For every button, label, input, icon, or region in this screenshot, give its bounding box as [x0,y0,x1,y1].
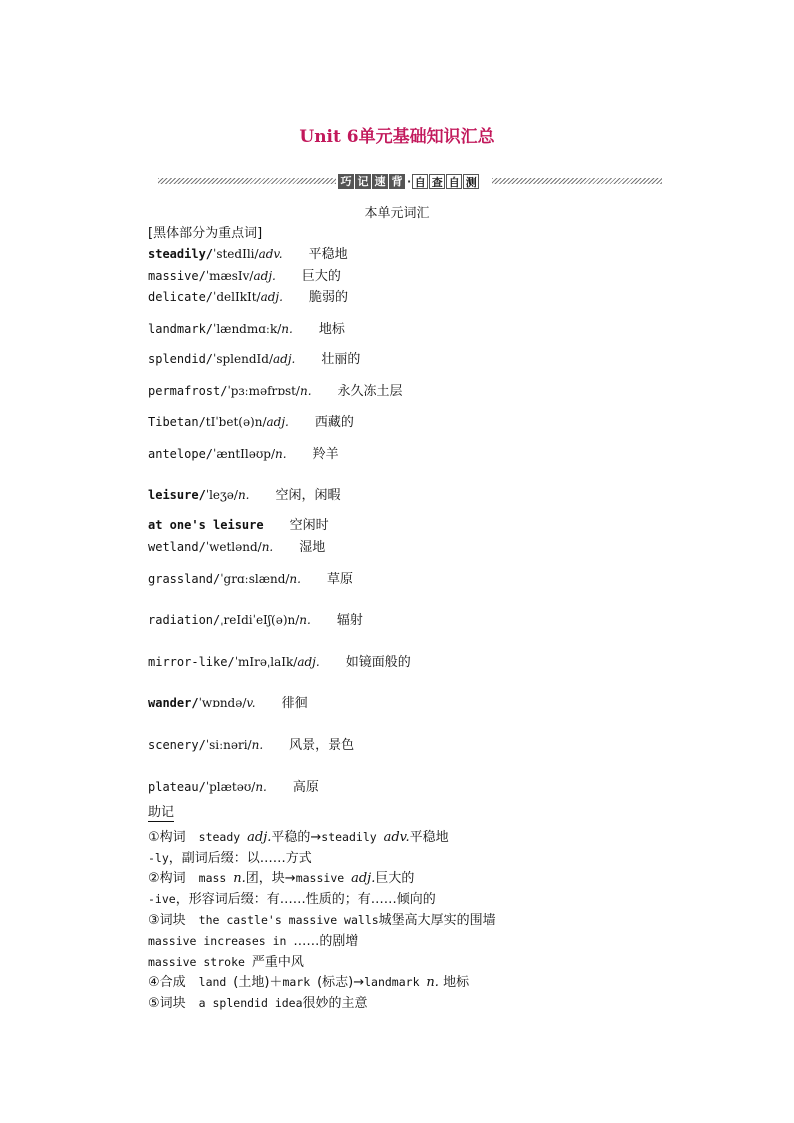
vocab-phonetic: ˈleʒə/ [205,488,238,502]
vocab-meaning: 地标 [318,322,345,337]
helper-text: 很妙的主意 [302,996,368,1011]
section-subtitle: 本单元词汇 [364,206,430,221]
vocab-pos: n. [255,780,267,794]
vocab-pos: n. [299,384,312,398]
banner-char: 自 [412,174,428,189]
vocab-pos: n. [299,613,311,627]
section-banner [158,172,662,190]
vocab-meaning: 如镜面般的 [345,655,411,670]
vocab-word: antelope/ [148,447,214,461]
banner-char: 查 [429,174,445,189]
vocab-pos: v. [246,696,256,710]
vocab-meaning: 羚羊 [312,447,339,462]
helper-line [148,971,469,990]
vocab-phonetic: ˈsplendId/ [213,352,273,366]
helper-text: n. [233,871,246,886]
helper-line [148,951,304,970]
vocab-meaning: 平稳地 [308,247,348,262]
helper-text: ⑤词块 [148,996,199,1011]
vocab-phonetic: ˈgrɑːslænd/ [220,572,290,586]
helper-text: ……的剧增 [293,934,359,949]
vocab-pos: n. [251,738,264,752]
helper-text: landmark [364,975,427,989]
vocab-word: landmark/ [148,322,214,336]
helper-text: 城堡高大厚实的围墙 [378,913,496,928]
helper-text: massive increases in [148,934,294,948]
vocab-pos: n. [261,540,274,554]
helper-text: 巨大的 [375,871,415,886]
vocab-entry [148,692,308,711]
vocab-meaning: 脆弱的 [308,290,348,305]
helper-text: land [198,975,234,989]
vocab-pos: adv. [258,247,283,261]
vocab-meaning: 巨大的 [301,269,341,284]
bold-note: [黑体部分为重点词] [148,226,263,241]
banner-label [338,172,480,190]
banner-hatch-left [158,178,336,184]
vocab-entry [148,651,411,670]
vocab-word: Tibetan/ [148,415,206,429]
banner-separator: · [407,174,412,188]
vocab-entry [148,514,329,533]
helper-text: mark [282,975,318,989]
helper-text: steady [198,830,248,844]
vocab-phonetic: ˈmIrəˌlaIk/ [234,655,298,669]
vocab-word: wetland/ [148,540,206,554]
helper-text: 地标 [438,975,470,990]
vocab-word: leisure/ [148,488,206,502]
vocab-pos: n. [275,447,287,461]
helper-text: the castle's massive walls [198,913,379,927]
helper-line [148,867,414,886]
vocab-meaning: 湿地 [299,540,326,555]
vocab-entry [148,536,325,555]
vocab-phonetic: ˈsiːnəri/ [205,738,252,752]
vocab-word: massive/ [148,269,206,283]
helper-text: (标志)→ [317,975,365,990]
vocab-meaning: 空闲时 [289,518,329,533]
helper-text: 团，块→ [245,871,296,886]
vocab-phonetic: ˈwɒndə/ [198,696,247,710]
helper-text: mass [198,871,234,885]
helper-text: ③词块 [148,913,199,928]
helper-text: adv. [383,830,410,845]
vocab-entry [148,265,341,284]
banner-char: 背 [389,174,405,189]
helper-text: ①构词 [148,830,199,845]
vocab-entry [148,411,354,430]
helper-text: steadily [321,830,384,844]
vocab-entry [148,380,403,399]
vocab-pos: adj. [297,655,320,669]
vocab-meaning: 徘徊 [281,696,308,711]
vocab-pos: n. [237,488,250,502]
helper-line [148,930,358,949]
helper-text: -ive [148,892,176,906]
vocab-meaning: 壮丽的 [321,352,361,367]
vocab-word: delicate/ [148,290,214,304]
vocab-word: grassland/ [148,572,221,586]
vocab-word: permafrost/ [148,384,228,398]
helper-text: ，副词后缀：以……方式 [168,851,312,866]
helper-text: adj. [351,871,376,886]
banner-char: 自 [446,174,462,189]
vocab-entry [148,286,348,305]
helper-label: 助记 [148,805,175,820]
vocab-phonetic: ˈwetlənd/ [205,540,262,554]
vocab-meaning: 西藏的 [314,415,354,430]
vocab-meaning: 空闲，闲暇 [275,488,341,503]
vocab-pos: n. [289,572,301,586]
vocab-phonetic: tIˈbet(ə)n/ [205,415,267,429]
unit-title: Unit 6单元基础知识汇总 [299,127,495,147]
vocab-pos: adj. [272,352,296,366]
helper-text: ④合成 [148,975,199,990]
vocab-meaning: 草原 [326,572,353,587]
helper-line [148,888,436,907]
helper-text: 平稳地 [409,830,449,845]
vocab-phonetic: ˈmæsIv/ [205,269,254,283]
banner-char: 巧 [338,174,354,189]
helper-text: adj. [247,830,272,845]
vocab-pos: adj. [260,290,283,304]
helper-line [148,826,449,845]
vocab-word: plateau/ [148,780,206,794]
helper-text: -ly [148,851,169,865]
vocab-entry [148,484,341,503]
helper-text: massive stroke [148,955,252,969]
vocab-phonetic: ˈlændmɑːk/ [213,322,282,336]
helper-text: a splendid idea [198,996,303,1010]
helper-line [148,847,312,866]
vocab-entry [148,318,345,337]
vocab-phonetic: ˌreIdiˈeIʃ(ə)n/ [220,613,300,627]
vocab-entry [148,734,354,753]
vocab-meaning: 高原 [292,780,319,795]
helper-line [148,992,368,1011]
vocab-pos: adj. [253,269,276,283]
helper-line [148,909,496,928]
vocab-entry [148,443,339,462]
vocab-entry [148,776,319,795]
helper-text: (土地)＋ [233,975,283,990]
vocab-phonetic: ˈstedIli/ [213,247,259,261]
vocab-word: steadily/ [148,247,214,261]
vocab-word: at one's leisure [148,518,264,532]
vocab-word: radiation/ [148,613,221,627]
helper-text: massive [295,871,352,885]
banner-char: 测 [463,174,479,189]
vocab-meaning: 风景，景色 [289,738,355,753]
vocab-word: mirror-like/ [148,655,235,669]
vocab-meaning: 永久冻土层 [337,384,403,399]
vocab-entry [148,609,363,628]
vocab-pos: n. [281,322,293,336]
helper-text: 严重中风 [251,955,304,970]
helper-text: 平稳的→ [271,830,322,845]
vocab-word: splendid/ [148,352,214,366]
vocab-word: wander/ [148,696,199,710]
vocab-pos: adj. [266,415,289,429]
banner-hatch-right [492,178,662,184]
banner-char: 记 [355,174,371,189]
vocab-phonetic: ˈpɜːməfrɒst/ [227,384,300,398]
banner-char: 速 [372,174,388,189]
vocab-phonetic: ˈplætəʊ/ [205,780,256,794]
vocab-entry [148,348,360,367]
helper-text: n. [426,975,439,990]
helper-text: ②构词 [148,871,199,886]
vocab-phonetic: ˈæntIləʊp/ [213,447,276,461]
helper-text: ，形容词后缀：有……性质的；有……倾向的 [175,892,436,907]
vocab-word: scenery/ [148,738,206,752]
vocab-entry [148,243,348,262]
vocab-meaning: 辐射 [336,613,363,628]
vocab-entry [148,568,353,587]
vocab-phonetic: ˈdelIkIt/ [213,290,261,304]
